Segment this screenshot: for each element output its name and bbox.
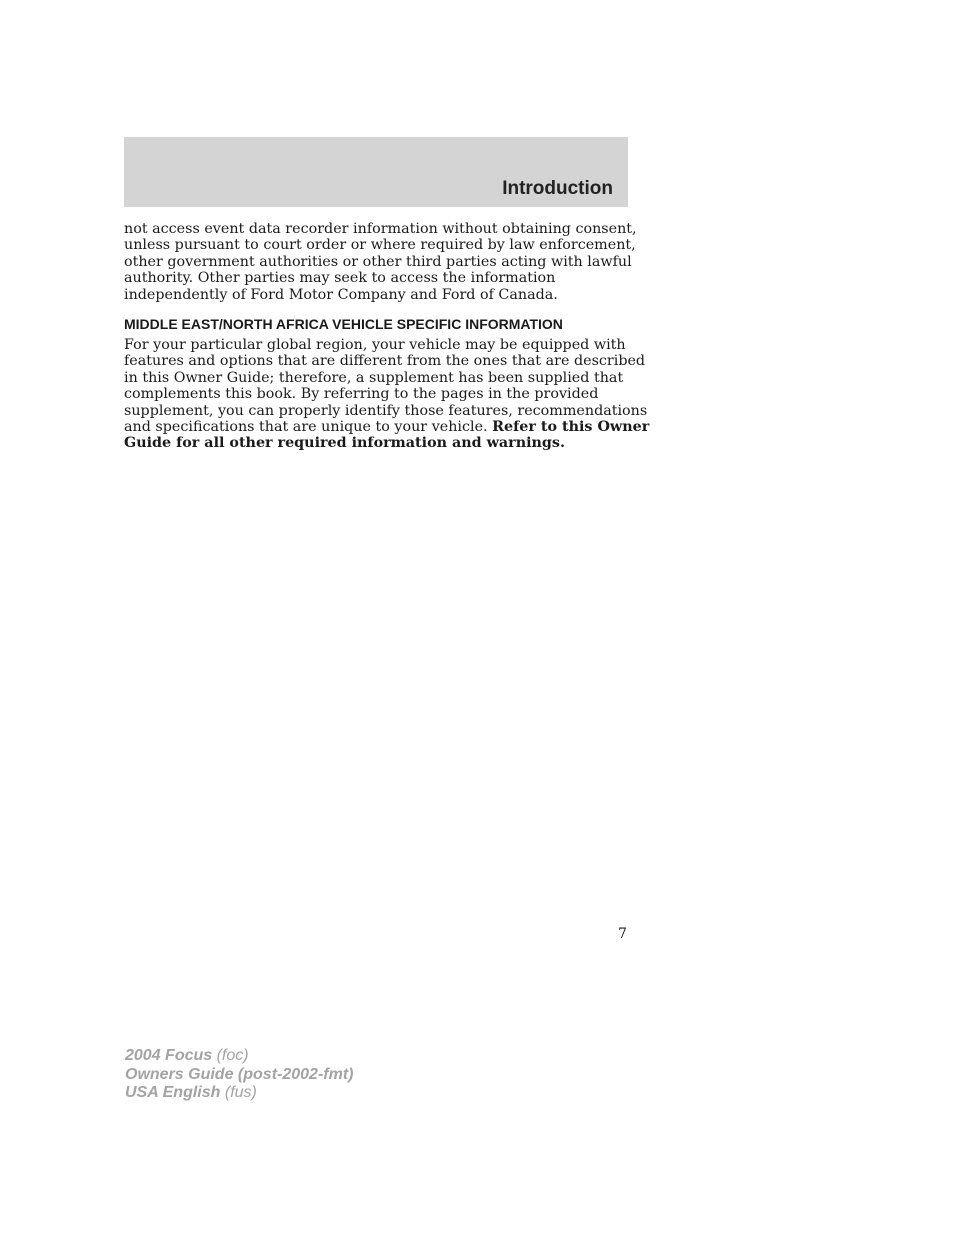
section-paragraph — [124, 337, 650, 452]
warning-emphasis-line: Guide for all other required information and warnings. — [124, 435, 565, 452]
footer-line-language — [125, 1084, 353, 1103]
intro-paragraph — [124, 221, 637, 303]
footer-line-guide — [125, 1066, 353, 1085]
section-title: Introduction — [502, 178, 613, 199]
page-content — [124, 221, 650, 452]
text-line: authority. Other parties may seek to access the information — [124, 270, 556, 287]
footer-model: 2004 Focus — [125, 1047, 213, 1064]
text-line: unless pursuant to court order or where required by law enforcement, — [124, 237, 636, 254]
text-line: complements this book. By referring to the pages in the provided — [124, 386, 599, 403]
footer-language-code: (fus) — [220, 1084, 257, 1101]
text-line — [124, 419, 650, 436]
footer-language: USA English — [125, 1084, 221, 1101]
warning-emphasis: Refer to this Owner — [492, 419, 650, 436]
footer-guide: Owners Guide (post-2002-fmt) — [125, 1065, 354, 1083]
page-number: 7 — [618, 926, 627, 942]
text-line: independently of Ford Motor Company and Ford of Canada. — [124, 286, 558, 303]
footer-line-model — [125, 1047, 353, 1066]
text-line: supplement, you can properly identify those features, recommendations — [124, 402, 648, 419]
document-footer — [125, 1047, 353, 1103]
text-line: not access event data recorder information without obtaining consent, — [124, 221, 637, 237]
section-heading: MIDDLE EAST/NORTH AFRICA VEHICLE SPECIFIC INFORMATION — [124, 316, 563, 333]
text-line: For your particular global region, your vehicle may be equipped with — [124, 337, 626, 354]
text-line: other government authorities or other third parties acting with lawful — [124, 253, 632, 270]
text-line: in this Owner Guide; therefore, a supplement has been supplied that — [124, 369, 624, 386]
section-header-band — [124, 137, 628, 207]
text-line-regular: and specifications that are unique to your vehicle. — [124, 419, 493, 436]
footer-model-code: (foc) — [212, 1047, 249, 1064]
text-line: features and options that are different from the ones that are described — [124, 353, 646, 370]
